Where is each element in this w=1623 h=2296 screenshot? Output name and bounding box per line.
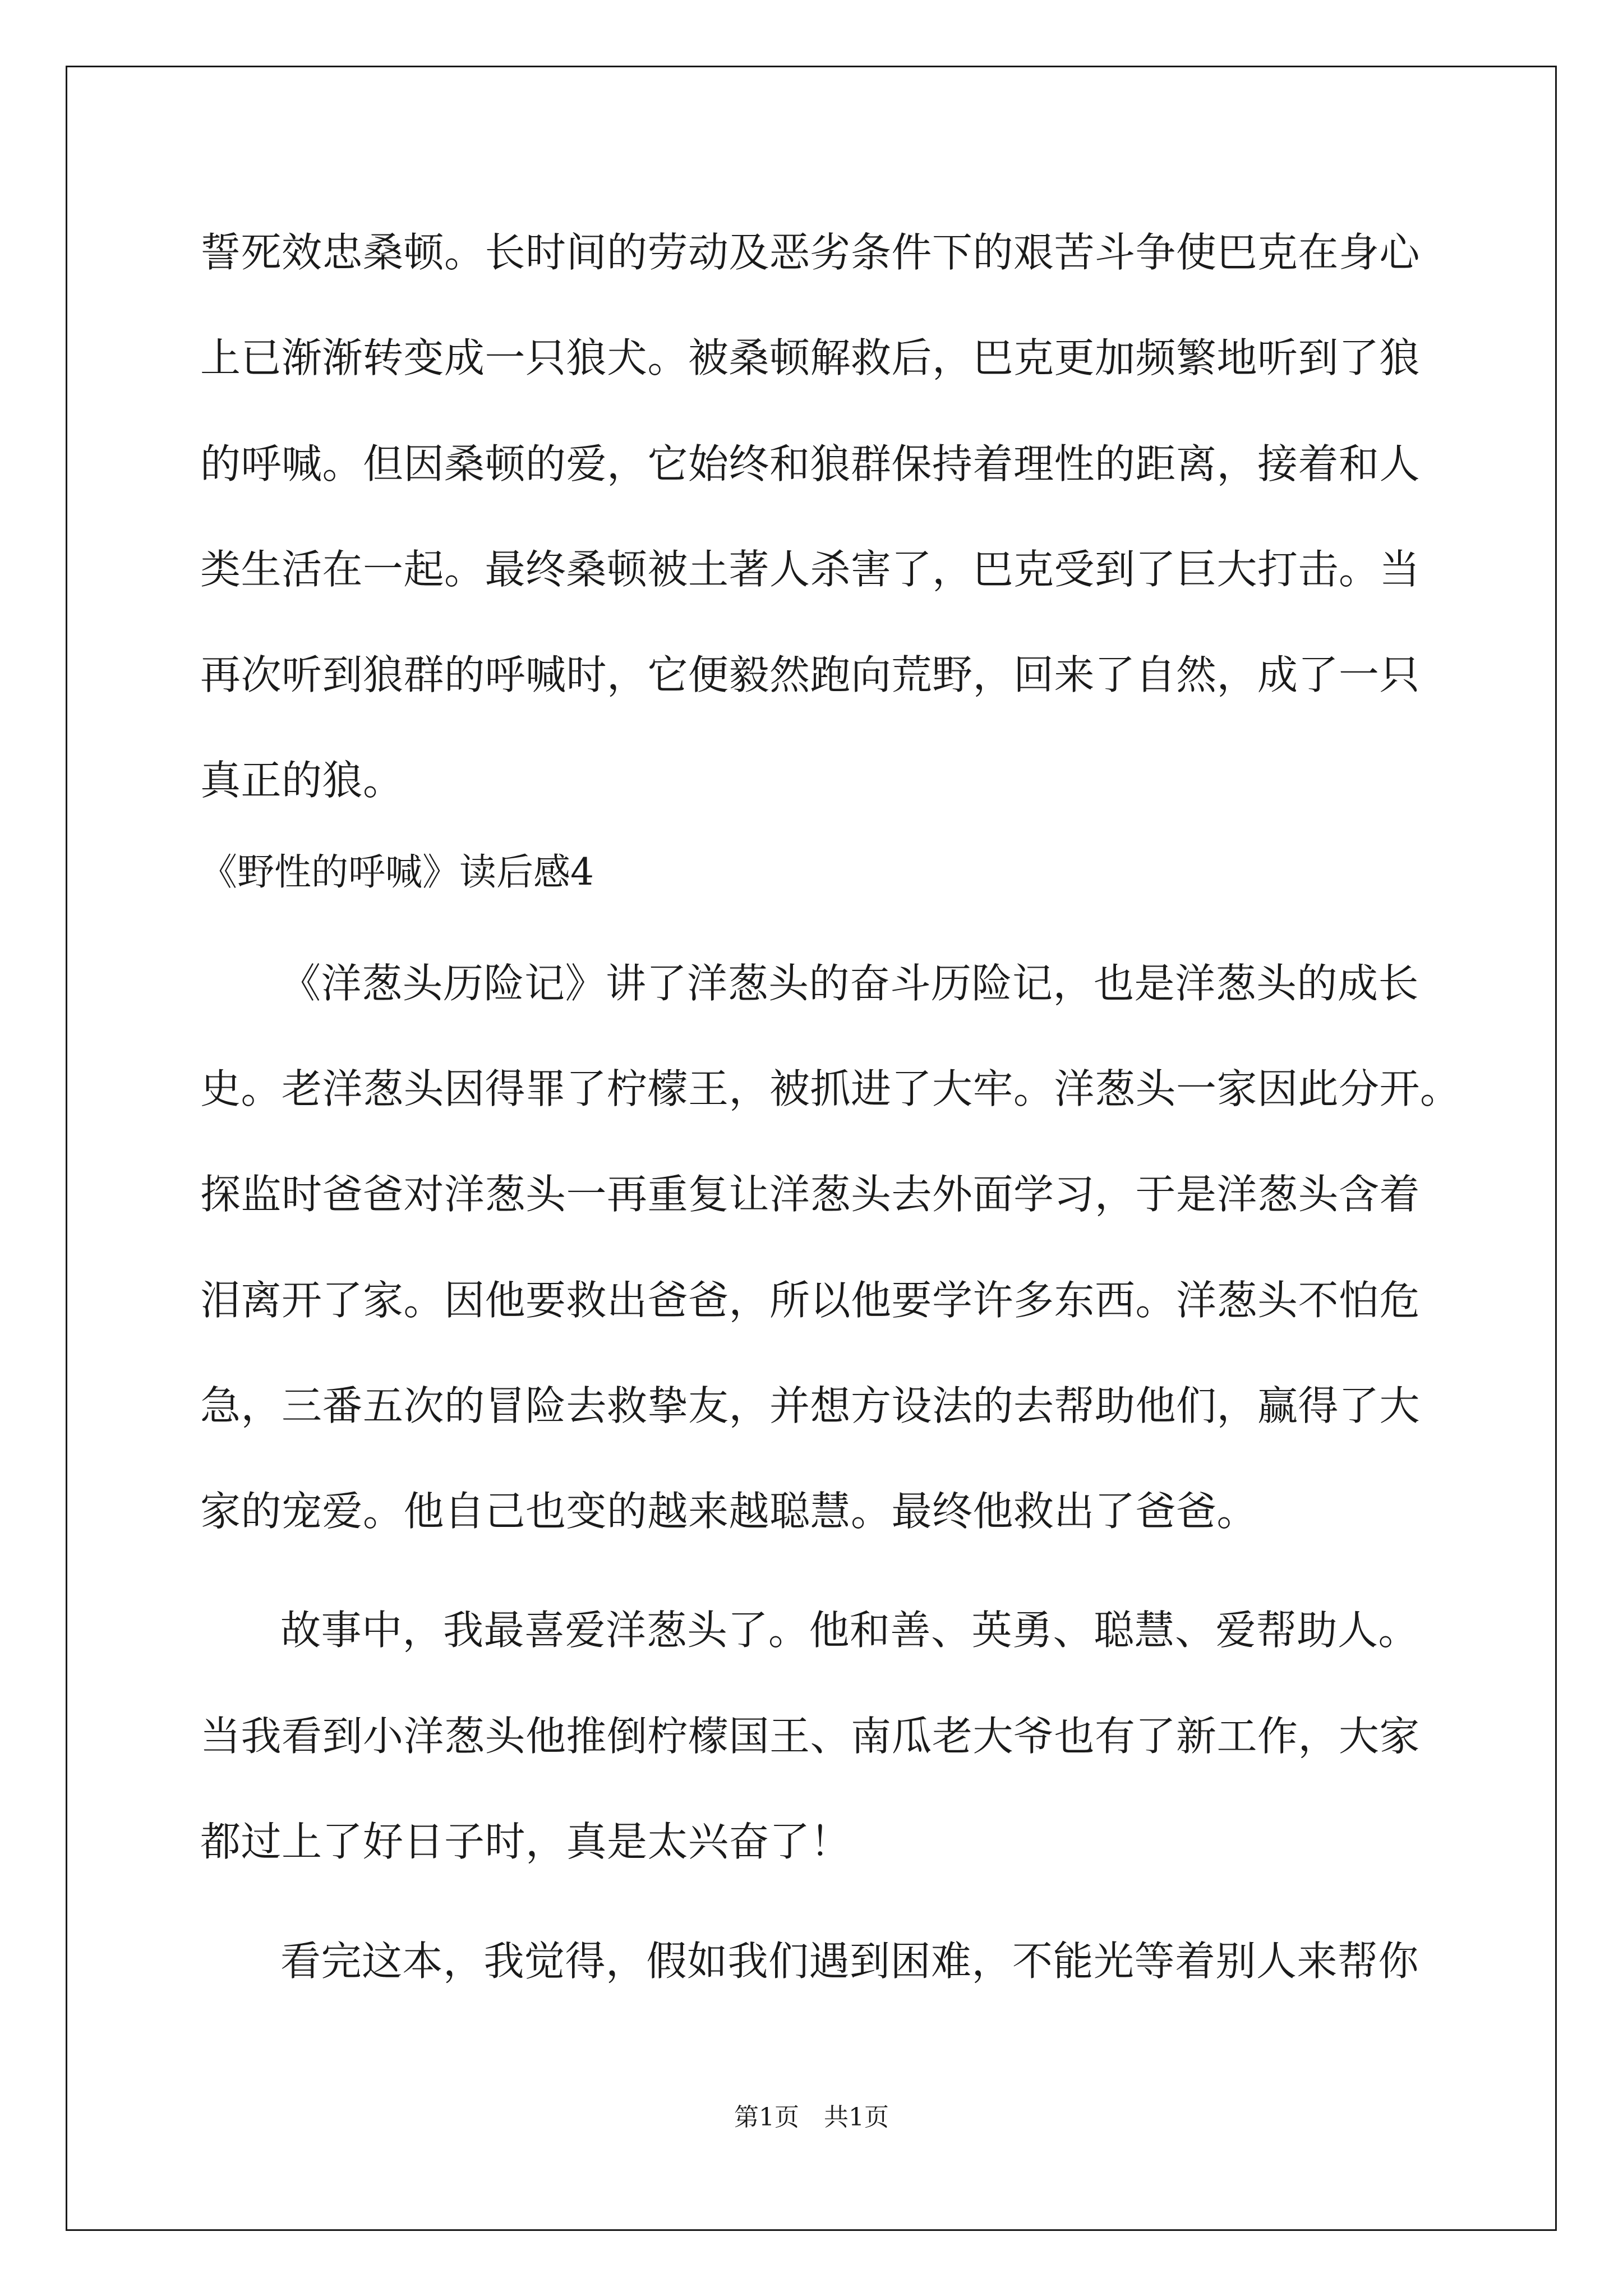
body-text-line: 《洋葱头历险记》讲了洋葱头的奋斗历险记，也是洋葱头的成长 <box>280 960 1419 1007</box>
page-footer: 第1页 共1页 <box>734 2103 889 2132</box>
body-text-line: 的呼喊。但因桑顿的爱，它始终和狼群保持着理性的距离，接着和人 <box>200 440 1421 487</box>
body-text-line: 急，三番五次的冒险去救挚友，并想方设法的去帮助他们，赢得了大 <box>200 1382 1421 1429</box>
body-text-line: 当我看到小洋葱头他推倒柠檬国王、南瓜老大爷也有了新工作，大家 <box>200 1713 1421 1760</box>
body-text-line: 上已渐渐转变成一只狼犬。被桑顿解救后，巴克更加频繁地听到了狼 <box>200 334 1421 381</box>
body-text-line: 都过上了好日子时，真是太兴奋了！ <box>200 1818 851 1865</box>
body-text-line: 类生活在一起。最终桑顿被土著人杀害了，巴克受到了巨大打击。当 <box>200 546 1421 593</box>
body-text-line: 探监时爸爸对洋葱头一再重复让洋葱头去外面学习，于是洋葱头含着 <box>200 1171 1421 1218</box>
page-border <box>66 66 1557 2231</box>
body-text-line: 史。老洋葱头因得罪了柠檬王，被抓进了大牢。洋葱头一家因此分开。 <box>200 1065 1461 1112</box>
body-text-line: 真正的狼。 <box>200 757 404 804</box>
body-text-line: 家的宠爱。他自己也变的越来越聪慧。最终他救出了爸爸。 <box>200 1488 1258 1535</box>
body-text-line: 誓死效忠桑顿。长时间的劳动及恶劣条件下的艰苦斗争使巴克在身心 <box>200 229 1421 276</box>
body-text-line: 泪离开了家。因他要救出爸爸，所以他要学许多东西。洋葱头不怕危 <box>200 1277 1421 1324</box>
section-heading: 《野性的呼喊》读后感4 <box>200 850 594 894</box>
body-text-line: 看完这本，我觉得，假如我们遇到困难，不能光等着别人来帮你 <box>280 1938 1419 1985</box>
body-text-line: 再次听到狼群的呼喊时，它便毅然跑向荒野，回来了自然，成了一只 <box>200 651 1421 698</box>
body-text-line: 故事中，我最喜爱洋葱头了。他和善、英勇、聪慧、爱帮助人。 <box>280 1607 1419 1654</box>
